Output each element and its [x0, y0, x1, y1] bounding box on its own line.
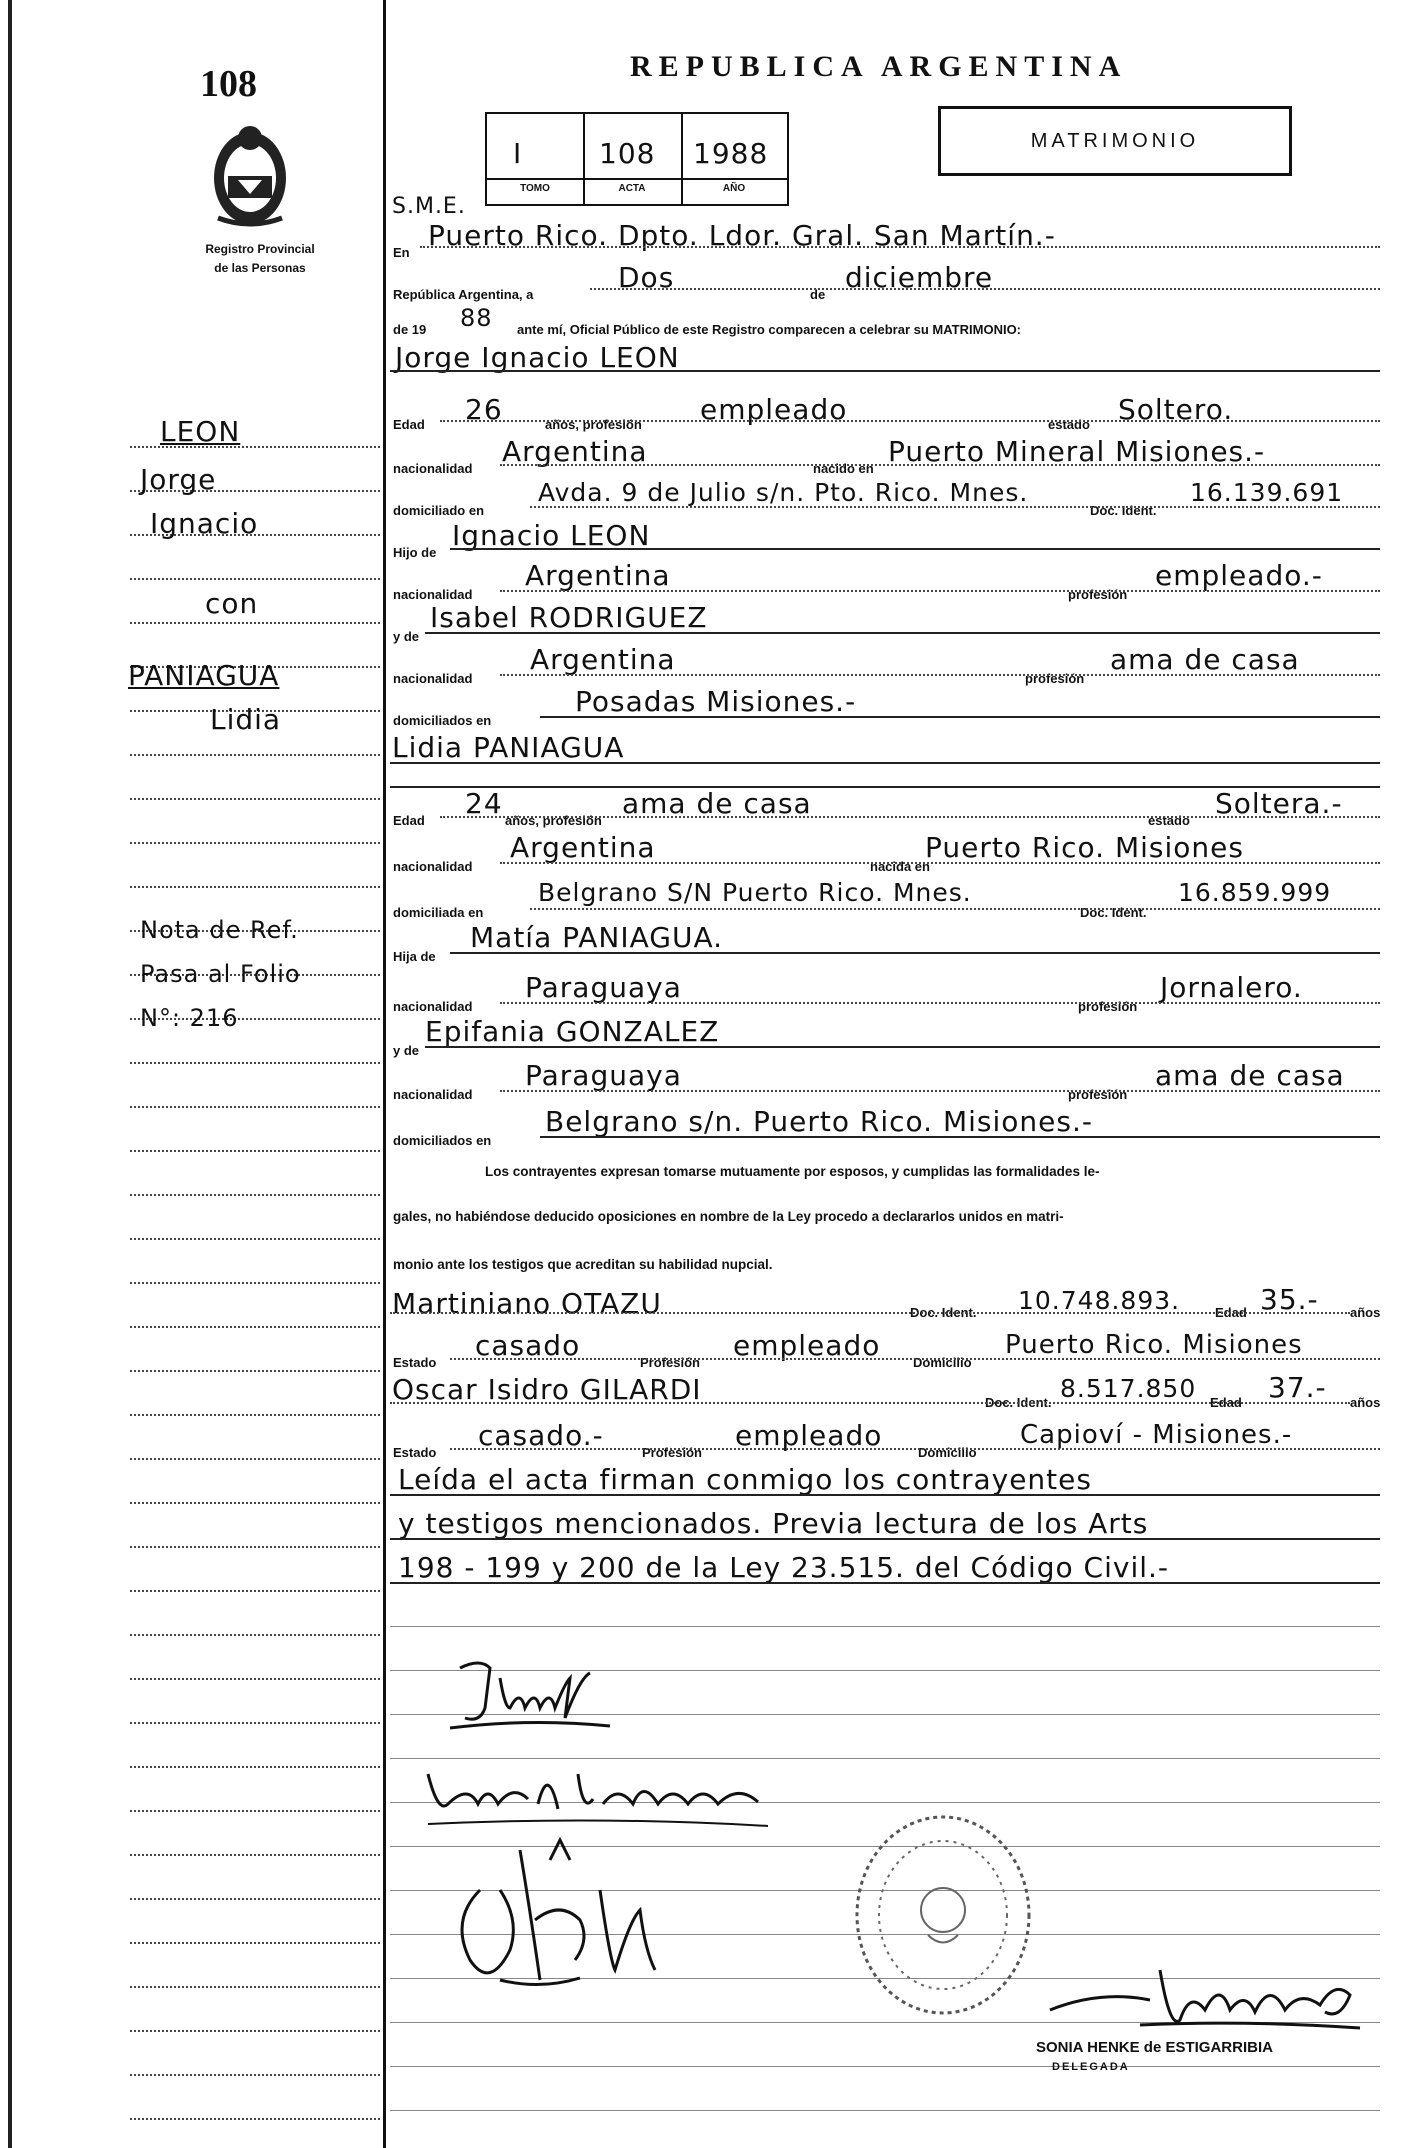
margin-rule: [130, 1590, 380, 1592]
margin-rule: [130, 1678, 380, 1680]
margin-rule: [130, 842, 380, 844]
margin-rule: [130, 1986, 380, 1988]
margin-rule: [130, 2118, 380, 2120]
label-profesion: profesión: [1068, 1087, 1128, 1102]
label-doc-ident: Doc. Ident.: [910, 1305, 977, 1320]
witness-2-state: casado.-: [478, 1419, 604, 1452]
margin-surname-2: PANIAGUA: [128, 659, 280, 692]
label-de19: de 19: [393, 322, 427, 337]
act-year: 88: [460, 304, 493, 332]
groom-age: 26: [465, 393, 503, 426]
folio-number: 108: [200, 63, 257, 105]
ano-value: 1988: [693, 137, 769, 170]
tomo-value: I: [513, 137, 523, 170]
label-anos-profesion: años, profesión: [545, 417, 642, 432]
office-name-line2: de las Personas: [214, 261, 306, 275]
official-name: SONIA HENKE de ESTIGARRIBIA: [1036, 2039, 1273, 2056]
bride-father: Matía PANIAGUA.: [470, 921, 723, 954]
groom-mother-profession: ama de casa: [1110, 643, 1300, 676]
label-domiciliado: domiciliado en: [393, 503, 485, 518]
act-month: diciembre: [845, 261, 994, 294]
label-edad: Edad: [393, 417, 425, 432]
reference-box: [485, 112, 789, 206]
label-domicilio: Domicilio: [913, 1355, 972, 1370]
margin-rule: [130, 798, 380, 800]
label-nacida-en: nacida en: [870, 859, 930, 874]
label-en: En: [393, 245, 410, 260]
witness-1-name: Martiniano OTAZU: [392, 1287, 662, 1320]
label-nacido-en: nacido en: [813, 461, 874, 476]
witness-2-name: Oscar Isidro GILARDI: [392, 1373, 702, 1406]
bride-father-nationality: Paraguaya: [525, 971, 682, 1004]
margin-rule: [130, 1458, 380, 1460]
margin-con: con: [205, 587, 259, 620]
witness-1-state: casado: [475, 1329, 581, 1362]
label-anos: años: [1350, 1395, 1381, 1410]
label-profesion: profesión: [1068, 587, 1128, 602]
doc-type-box: [938, 106, 1292, 176]
label-profesion: Profesión: [640, 1355, 700, 1370]
margin-rule: [130, 1502, 380, 1504]
acta-label: ACTA: [618, 183, 646, 194]
margin-rule: [130, 1062, 380, 1064]
groom-state: Soltero.: [1118, 393, 1234, 426]
groom-address: Avda. 9 de Julio s/n. Pto. Rico. Mnes.: [538, 478, 1029, 507]
signature-bride: [418, 1754, 778, 1834]
label-estado: estado: [1048, 417, 1090, 432]
margin-rule: [130, 2074, 380, 2076]
witness-2-doc: 8.517.850: [1060, 1374, 1197, 1403]
witness-1-doc: 10.748.893.: [1018, 1286, 1181, 1315]
margin-rule: [130, 1370, 380, 1372]
label-doc-ident: Doc. Ident.: [1080, 905, 1147, 920]
margin-note-2: Pasa al Folio: [140, 960, 301, 988]
groom-doc: 16.139.691: [1190, 478, 1344, 507]
margin-rule: [130, 1634, 380, 1636]
label-domiciliados: domiciliados en: [393, 1133, 492, 1148]
margin-rule: [130, 1722, 380, 1724]
label-nacionalidad: nacionalidad: [393, 461, 473, 476]
groom-father-nationality: Argentina: [525, 559, 671, 592]
bride-doc: 16.859.999: [1178, 878, 1332, 907]
label-de: de: [810, 287, 826, 302]
label-estado: Estado: [393, 1445, 437, 1460]
bride-age: 24: [465, 787, 503, 820]
margin-rule: [130, 1414, 380, 1416]
margin-given-2: Lidia: [210, 703, 282, 736]
label-nacionalidad: nacionalidad: [393, 999, 473, 1014]
groom-father-profession: empleado.-: [1155, 559, 1323, 592]
bride-mother-nationality: Paraguaya: [525, 1059, 682, 1092]
margin-rule: [130, 1766, 380, 1768]
label-nacionalidad: nacionalidad: [393, 859, 473, 874]
bride-name: Lidia PANIAGUA: [392, 731, 625, 764]
office-name-line1: Registro Provincial: [205, 242, 315, 256]
label-nacionalidad: nacionalidad: [393, 1087, 473, 1102]
signature-groom: [440, 1648, 620, 1738]
label-edad: Edad: [1215, 1305, 1247, 1320]
bride-birthplace: Puerto Rico. Misiones: [925, 831, 1244, 864]
margin-rule: [130, 1150, 380, 1152]
closing-line-2: y testigos mencionados. Previa lectura de los Arts: [398, 1507, 1149, 1540]
tomo-label: TOMO: [520, 183, 550, 194]
label-nacionalidad: nacionalidad: [393, 587, 473, 602]
signature-witness: [440, 1830, 700, 2000]
act-intro: ante mí, Oficial Público de este Registro comparecen a celebrar su MATRIMONIO:: [517, 322, 1022, 337]
label-profesion: Profesión: [642, 1445, 702, 1460]
label-domicilio: Domicilio: [918, 1445, 977, 1460]
binding-edge: [8, 0, 12, 2148]
label-hijo-de: Hijo de: [393, 545, 437, 560]
formula-line-2: gales, no habiéndose deducido oposiciones en nombre de la Ley procedo a declararlos unidos en matri-: [393, 1209, 1064, 1224]
bride-father-profession: Jornalero.: [1160, 971, 1303, 1004]
groom-nationality: Argentina: [502, 435, 648, 468]
witness-1-age: 35.-: [1260, 1283, 1319, 1316]
country-heading: REPUBLICA ARGENTINA: [630, 50, 1128, 83]
official-title: DELEGADA: [1052, 2061, 1130, 2073]
margin-divider: [383, 0, 386, 2148]
coat-of-arms-icon: [198, 118, 302, 232]
acta-value: 108: [599, 137, 656, 170]
margin-rule: [130, 578, 380, 580]
margin-rule: [130, 1282, 380, 1284]
margin-rule: [130, 1194, 380, 1196]
label-domiciliada: domiciliada en: [393, 905, 484, 920]
label-doc-ident: Doc. Ident.: [985, 1395, 1052, 1410]
label-estado: estado: [1148, 813, 1190, 828]
signature-official: [1040, 1950, 1370, 2040]
groom-name: Jorge Ignacio LEON: [395, 341, 680, 374]
label-anos-profesion: años, profesión: [505, 813, 602, 828]
label-domiciliados: domiciliados en: [393, 713, 492, 728]
groom-mother: Isabel RODRIGUEZ: [430, 601, 708, 634]
margin-rule: [130, 1326, 380, 1328]
witness-2-profession: empleado: [735, 1419, 883, 1452]
witness-1-profession: empleado: [733, 1329, 881, 1362]
bride-mother-profession: ama de casa: [1155, 1059, 1345, 1092]
formula-line-3: monio ante los testigos que acreditan su habilidad nupcial.: [393, 1257, 773, 1272]
witness-2-age: 37.-: [1268, 1371, 1327, 1404]
closing-line-3: 198 - 199 y 200 de la Ley 23.515. del Código Civil.-: [398, 1551, 1170, 1584]
groom-birthplace: Puerto Mineral Misiones.-: [888, 435, 1266, 468]
margin-rule: [130, 2030, 380, 2032]
label-y-de: y de: [393, 629, 420, 644]
bride-mother: Epifania GONZALEZ: [425, 1015, 720, 1048]
label-edad: Edad: [393, 813, 425, 828]
margin-rule: [130, 1238, 380, 1240]
official-stamp-icon: [848, 1810, 1038, 2020]
margin-rule: [130, 1810, 380, 1812]
margin-rule: [130, 1942, 380, 1944]
witness-2-address: Capioví - Misiones.-: [1020, 1420, 1293, 1450]
label-y-de: y de: [393, 1043, 420, 1058]
groom-profession: empleado: [700, 393, 848, 426]
label-estado: Estado: [393, 1355, 437, 1370]
formula-line-1: Los contrayentes expresan tomarse mutuamente por esposos, y cumplidas las formalidades le-: [485, 1164, 1100, 1179]
groom-father: Ignacio LEON: [452, 519, 651, 552]
label-republica: República Argentina, a: [393, 287, 534, 302]
bride-address: Belgrano S/N Puerto Rico. Mnes.: [538, 878, 972, 907]
body-rule: [390, 2066, 1380, 2067]
doc-type: MATRIMONIO: [1030, 130, 1200, 152]
bride-state: Soltera.-: [1215, 787, 1343, 820]
groom-parents-address: Posadas Misiones.-: [575, 685, 857, 718]
margin-rule: [130, 622, 380, 624]
margin-rule: [130, 1898, 380, 1900]
ano-label: AÑO: [722, 183, 746, 194]
label-hija-de: Hija de: [393, 949, 436, 964]
groom-mother-nationality: Argentina: [530, 643, 676, 676]
body-rule: [390, 2110, 1380, 2111]
bride-profession: ama de casa: [622, 787, 812, 820]
body-rule: [390, 1626, 1380, 1627]
bride-parents-address: Belgrano s/n. Puerto Rico. Misiones.-: [545, 1105, 1093, 1138]
margin-rule: [130, 886, 380, 888]
margin-given-1b: Ignacio: [150, 507, 259, 540]
margin-rule: [130, 1854, 380, 1856]
label-profesion: profesión: [1078, 999, 1138, 1014]
sme-mark: S.M.E.: [392, 194, 466, 219]
margin-rule: [130, 754, 380, 756]
closing-line-1: Leída el acta firman conmigo los contrayentes: [398, 1463, 1092, 1496]
margin-note-1: Nota de Ref.: [140, 916, 299, 944]
witness-1-address: Puerto Rico. Misiones: [1005, 1330, 1303, 1360]
margin-rule: [130, 1546, 380, 1548]
act-place: Puerto Rico. Dpto. Ldor. Gral. San Martín.-: [428, 219, 1056, 252]
label-profesion: profesión: [1025, 671, 1085, 686]
label-doc-ident: Doc. Ident.: [1090, 503, 1157, 518]
label-nacionalidad: nacionalidad: [393, 671, 473, 686]
label-anos: años: [1350, 1305, 1381, 1320]
margin-surname-1: LEON: [160, 415, 241, 448]
margin-given-1a: Jorge: [140, 463, 217, 496]
label-edad: Edad: [1210, 1395, 1242, 1410]
margin-rule: [130, 1106, 380, 1108]
bride-nationality: Argentina: [510, 831, 656, 864]
margin-note-3: N°: 216: [140, 1004, 239, 1032]
act-day: Dos: [618, 261, 675, 294]
